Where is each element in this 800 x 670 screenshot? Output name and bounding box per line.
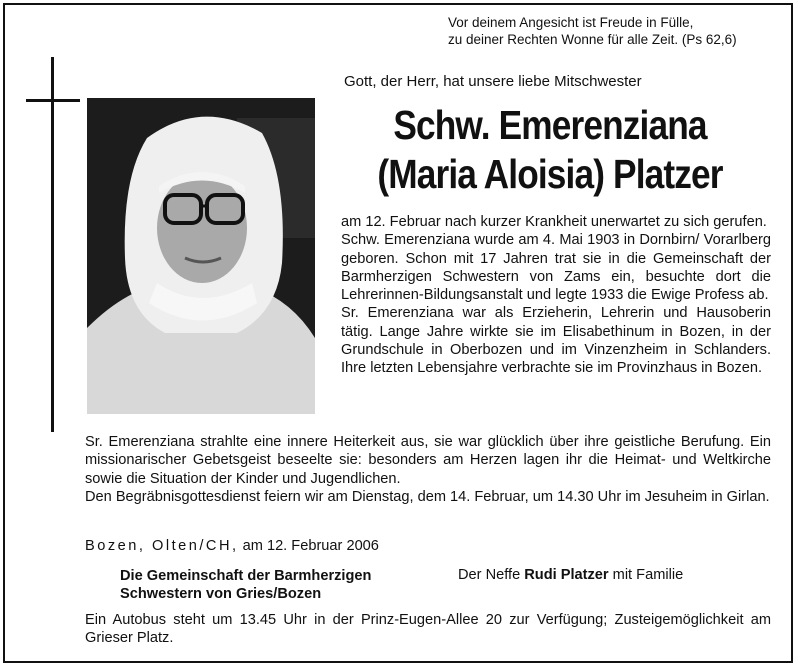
paragraph-birth: Schw. Emerenziana wurde am 4. Mai 1903 in Dornbirn/ Vorarlberg geboren. Schon mit 17 Jahren trat sie in die Gemeinschaft der Barmherzigen Schwestern von Zams ein, besuchte dort die Lehrerinnen-Bildungsanstalt und legte 1933 die Ewige Profess ab. [341, 232, 771, 304]
quote-line-1: Vor deinem Angesicht ist Freude in Fülle, [448, 15, 694, 30]
intro-text: Gott, der Herr, hat unsere liebe Mitschwester [344, 73, 642, 90]
signature-community-line-2: Schwestern von Gries/Bozen [120, 586, 322, 602]
bus-notice: Ein Autobus steht um 13.45 Uhr in der Prinz-Eugen-Allee 20 zur Verfügung; Zusteigemöglichkeit am Grieser Platz. [85, 612, 771, 647]
biography-full-width [85, 433, 771, 506]
quote-line-2: zu deiner Rechten Wonne für alle Zeit. (Ps 62,6) [448, 32, 737, 47]
signature-community-line-1: Die Gemeinschaft der Barmherzigen [120, 568, 372, 584]
signature-family-prefix: Der Neffe [458, 567, 521, 583]
place-and-date [85, 538, 379, 554]
portrait-photo [87, 98, 315, 414]
deceased-name [345, 101, 754, 199]
name-line-1: Schw. Emerenziana [393, 102, 707, 148]
paragraph-death: am 12. Februar nach kurzer Krankheit unerwartet zu sich gerufen. [341, 214, 767, 230]
psalm-quote [448, 14, 778, 48]
place-date: am 12. Februar 2006 [242, 538, 379, 554]
cross-icon-horizontal [26, 99, 80, 102]
signature-family-name: Rudi Platzer [524, 567, 609, 583]
cross-icon-vertical [51, 57, 54, 432]
signature-family-suffix: mit Familie [612, 567, 684, 583]
nun-portrait-icon [87, 98, 315, 414]
place-location: Bozen, Olten/CH, [85, 538, 239, 554]
paragraph-career: Sr. Emerenziana war als Erzieherin, Lehrerin und Hausoberin tätig. Lange Jahre wirkte sie im Elisabethinum in Bozen, in der Grundschule in Oberbozen und im Vinzenzheim in Schlanders. Ihre letzten Lebensjahre verbrachte sie im Provinzhaus in Bozen. [341, 305, 771, 377]
paragraph-funeral: Den Begräbnisgottesdienst feiern wir am Dienstag, dem 14. Februar, um 14.30 Uhr im Jesuheim in Girlan. [85, 488, 770, 505]
signature-community [120, 567, 371, 603]
paragraph-character: Sr. Emerenziana strahlte eine innere Heiterkeit aus, sie war glücklich über ihre geistliche Berufung. Ein missionarischer Gebetsgeist beseelte sie: besonders am Herzen lagen ihr die Heimat- und Weltkirche sowie die Situation der Kinder und Jugendlichen. [85, 434, 771, 487]
name-line-2: (Maria Aloisia) Platzer [377, 151, 723, 197]
signature-family [458, 567, 683, 583]
biography-column [341, 213, 771, 378]
